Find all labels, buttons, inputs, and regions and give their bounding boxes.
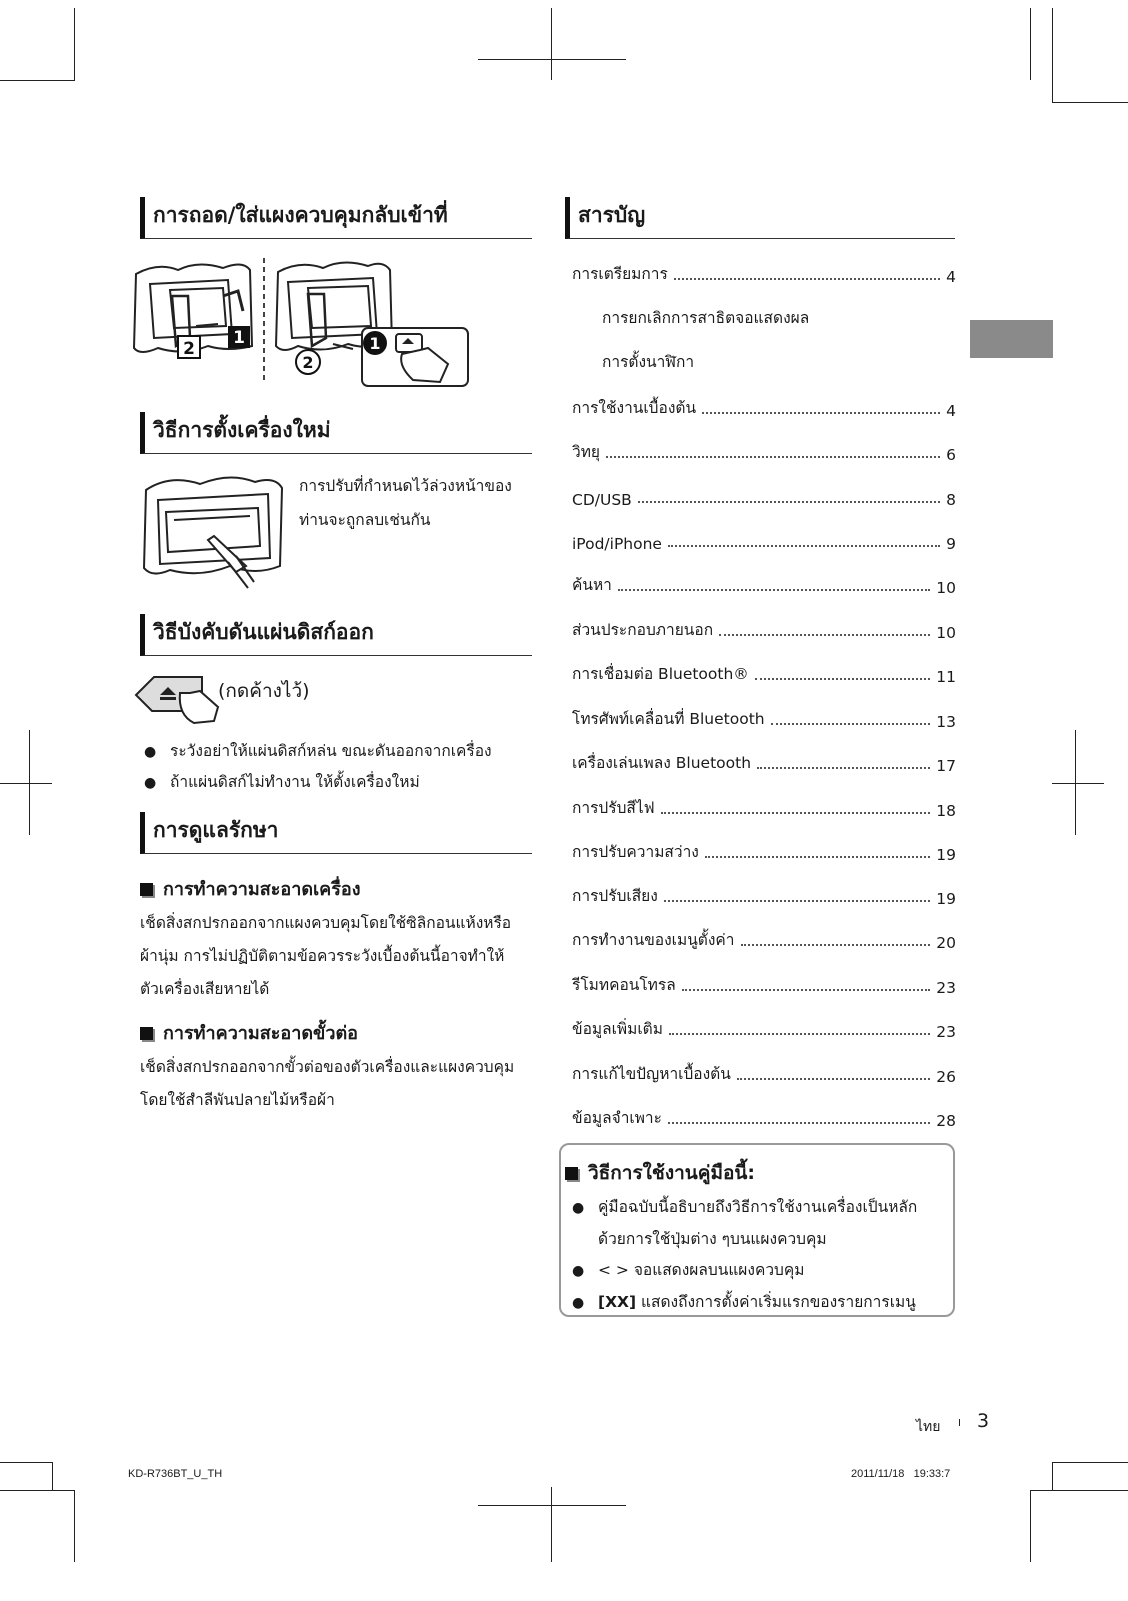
eject-bullet-1: ● ระวังอย่าให้แผ่นดิสก์หล่น ขณะดันออกจากเครื่อง xyxy=(144,742,492,760)
step-2-label: 2 xyxy=(302,353,314,372)
section-heading-remove-panel: การถอด/ใส่แผงควบคุมกลับเข้าที่ xyxy=(140,197,532,239)
subheading-cleaning-connector: การทำความสะอาดขั้วต่อ xyxy=(140,1018,358,1047)
reset-illustration xyxy=(140,466,290,591)
bullet-dot: ● xyxy=(572,1263,585,1279)
dot-leader xyxy=(757,767,930,769)
crop-mark xyxy=(551,8,552,80)
crop-mark xyxy=(1030,1490,1031,1562)
crop-mark xyxy=(1030,8,1031,80)
crop-mark xyxy=(1052,102,1128,103)
cleaning-unit-line-2: ผ้านุ่ม การไม่ปฏิบัติตามข้อควรระวังเบื้องต้นนี้อาจทำให้ xyxy=(140,947,505,965)
howto-bullet-1: ● คู่มือฉบับนี้อธิบายถึงวิธีการใช้งานเครื่องเป็นหลัก xyxy=(572,1198,918,1216)
language-tab-marker xyxy=(970,320,1053,358)
howto-bullet-2: ● < > จอแสดงผลบนแผงควบคุม xyxy=(572,1261,805,1279)
toc-entry[interactable]: การปรับสีไฟ 18 xyxy=(572,799,956,820)
doc-code: KD-R736BT_U_TH xyxy=(128,1468,223,1480)
eject-button-icon xyxy=(132,671,222,725)
toc-entry[interactable]: ข้อมูลจำเพาะ 28 xyxy=(572,1109,956,1130)
bullet-dot: ● xyxy=(144,744,157,760)
crop-mark xyxy=(478,59,626,60)
dot-leader xyxy=(702,412,940,414)
footer-separator: I xyxy=(958,1418,961,1429)
toc-entry[interactable]: เครื่องเล่นเพลง Bluetooth 17 xyxy=(572,754,956,775)
dot-leader xyxy=(755,678,930,680)
toc-entry[interactable]: โทรศัพท์เคลื่อนที่ Bluetooth 13 xyxy=(572,710,956,731)
crop-mark xyxy=(0,783,52,784)
crop-mark xyxy=(551,1487,552,1562)
dot-leader xyxy=(664,900,930,902)
crop-mark xyxy=(74,1490,75,1562)
dot-leader xyxy=(668,545,940,547)
toc-entry[interactable]: ข้อมูลเพิ่มเติม 23 xyxy=(572,1020,956,1041)
dot-leader xyxy=(719,634,930,636)
toc-entry[interactable]: CD/USB 8 xyxy=(572,491,956,509)
reset-text-line-2: ท่านจะถูกลบเช่นกัน xyxy=(299,511,431,529)
reset-text-line-1: การปรับที่กำหนดไว้ล่วงหน้าของ xyxy=(299,477,512,495)
footer-language: ไทย xyxy=(916,1419,941,1435)
dot-leader xyxy=(668,1122,930,1124)
section-heading-reset: วิธีการตั้งเครื่องใหม่ xyxy=(140,412,532,454)
crop-mark xyxy=(1052,1462,1128,1463)
dot-leader xyxy=(741,944,931,946)
toc-entry[interactable]: รีโมทคอนโทรล 23 xyxy=(572,976,956,997)
print-timestamp: 2011/11/18 19:33:7 xyxy=(851,1468,951,1480)
toc-entry[interactable]: การปรับเสียง 19 xyxy=(572,887,956,908)
toc-entry[interactable]: ค้นหา 10 xyxy=(572,576,956,597)
square-bullet-icon xyxy=(140,1027,153,1040)
dot-leader xyxy=(661,812,931,814)
dot-leader xyxy=(682,989,931,991)
crop-mark xyxy=(0,80,75,81)
crop-mark xyxy=(478,1505,626,1506)
section-heading-force-eject: วิธีบังคับดันแผ่นดิสก์ออก xyxy=(140,614,532,656)
crop-mark xyxy=(0,1490,75,1491)
toc-heading: สารบัญ xyxy=(565,197,955,239)
subheading-cleaning-unit: การทำความสะอาดเครื่อง xyxy=(140,874,361,903)
howto-bullet-1-cont: ด้วยการใช้ปุ่มต่าง ๆบนแผงควบคุม xyxy=(598,1230,827,1248)
crop-mark xyxy=(0,1462,52,1463)
toc-entry[interactable]: การปรับความสว่าง 19 xyxy=(572,843,956,864)
step-1-label: 1 xyxy=(369,334,381,353)
square-bullet-icon xyxy=(140,883,153,896)
toc-entry[interactable]: ส่วนประกอบภายนอก 10 xyxy=(572,621,956,642)
toc-entry[interactable]: iPod/iPhone 9 xyxy=(572,535,956,553)
step-2-label: 2 xyxy=(183,339,195,359)
step-1-label: 1 xyxy=(233,328,245,348)
crop-mark xyxy=(1030,1490,1128,1491)
dot-leader xyxy=(737,1078,930,1080)
bullet-dot: ● xyxy=(572,1295,585,1311)
cleaning-unit-line-3: ตัวเครื่องเสียหายได้ xyxy=(140,980,270,998)
eject-bullet-2: ● ถ้าแผ่นดิสก์ไม่ทำงาน ให้ตั้งเครื่องใหม่ xyxy=(144,773,420,791)
toc-entry[interactable]: การเตรียมการ 4 xyxy=(572,265,956,286)
toc-entry[interactable]: วิทยุ 6 xyxy=(572,443,956,464)
bullet-dot: ● xyxy=(144,775,157,791)
toc-subentry[interactable]: การตั้งนาฬิกา xyxy=(602,353,695,371)
crop-mark xyxy=(1052,783,1104,784)
crop-mark xyxy=(52,1462,53,1490)
toc-subentry[interactable]: การยกเลิกการสาธิตจอแสดงผล xyxy=(602,309,810,327)
howto-bullet-3: ● [XX] แสดงถึงการตั้งค่าเริ่มแรกของรายการเมนู xyxy=(572,1293,916,1311)
toc-entry[interactable]: การทำงานของเมนูตั้งค่า 20 xyxy=(572,931,956,952)
dot-leader xyxy=(669,1033,930,1035)
cleaning-connector-line-2: โดยใช้สำลีพันปลายไม้หรือผ้า xyxy=(140,1091,335,1109)
square-bullet-icon xyxy=(565,1167,578,1180)
crop-mark xyxy=(1052,8,1053,103)
how-to-use-title: วิธีการใช้งานคู่มือนี้: xyxy=(565,1158,755,1188)
toc-entry[interactable]: การแก้ไขปัญหาเบื้องต้น 26 xyxy=(572,1065,956,1086)
dot-leader xyxy=(618,589,930,591)
toc-entry[interactable]: การใช้งานเบื้องต้น 4 xyxy=(572,399,956,420)
page-number: 3 xyxy=(977,1410,990,1432)
dot-leader xyxy=(771,723,931,725)
cleaning-unit-line-1: เช็ดสิ่งสกปรกออกจากแผงควบคุมโดยใช้ซิลิกอนแห้งหรือ xyxy=(140,914,512,932)
section-heading-maintenance: การดูแลรักษา xyxy=(140,812,532,854)
bullet-dot: ● xyxy=(572,1200,585,1216)
press-and-hold-label: (กดค้างไว้) xyxy=(218,680,310,702)
dot-leader xyxy=(638,501,940,503)
toc-entry[interactable]: การเชื่อมต่อ Bluetooth® 11 xyxy=(572,665,956,686)
crop-mark xyxy=(1052,1462,1053,1490)
crop-mark xyxy=(74,8,75,80)
panel-removal-illustration xyxy=(128,256,473,391)
dot-leader xyxy=(705,856,930,858)
dot-leader xyxy=(674,278,940,280)
dot-leader xyxy=(606,456,940,458)
cleaning-connector-line-1: เช็ดสิ่งสกปรกออกจากขั้วต่อของตัวเครื่องและแผงควบคุม xyxy=(140,1058,515,1076)
